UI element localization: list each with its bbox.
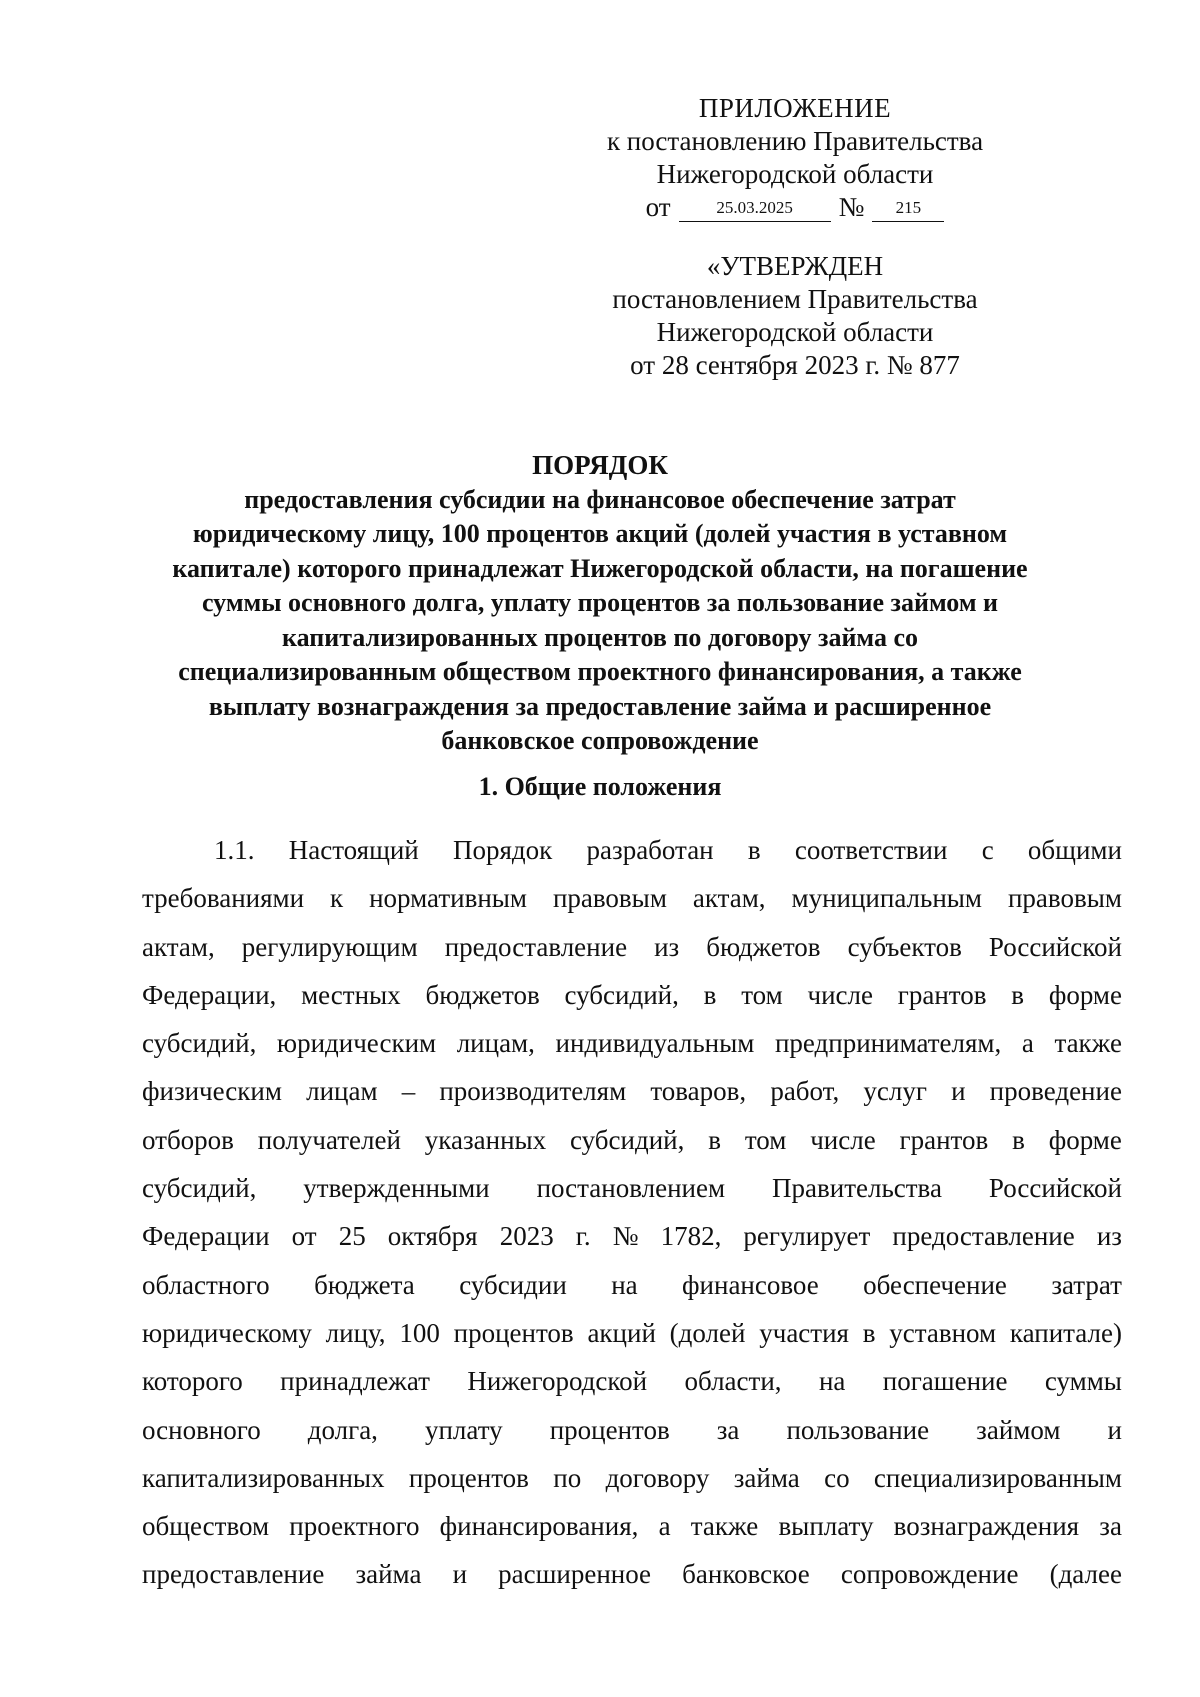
body-word: капитале) xyxy=(1009,1317,1122,1348)
section-heading: 1. Общие положения xyxy=(478,772,722,801)
document-title-block xyxy=(130,448,1070,759)
body-word: утвержденными xyxy=(303,1173,490,1204)
subtitle-line: выплату вознаграждения за предоставление займа и расширенное xyxy=(208,691,992,721)
body-word: регулирующим xyxy=(241,931,418,962)
body-word: предоставление xyxy=(444,931,628,962)
body-word: форме xyxy=(1048,1124,1122,1155)
body-line xyxy=(142,923,1122,971)
body-word: требованиями xyxy=(142,883,305,914)
body-word: юридическому xyxy=(142,1317,312,1348)
body-word: товаров, xyxy=(650,1076,747,1107)
body-word: к xyxy=(330,883,344,914)
number-field: 215 xyxy=(872,197,944,222)
body-word: в xyxy=(708,1124,721,1155)
body-word: процентов xyxy=(453,1317,574,1348)
body-word: за xyxy=(1099,1511,1122,1542)
approved-resolution-line: постановлением Правительства xyxy=(612,284,978,314)
body-word: предоставление xyxy=(892,1221,1075,1252)
body-word: из xyxy=(654,931,680,962)
body-line xyxy=(142,1502,1122,1550)
body-word: правовым xyxy=(1007,883,1122,914)
body-word: индивидуальным xyxy=(555,1028,755,1059)
body-word: предоставление xyxy=(142,1559,325,1590)
body-word: физическим xyxy=(142,1076,282,1107)
body-word: а xyxy=(1021,1028,1034,1059)
body-word: Российской xyxy=(988,931,1122,962)
body-line xyxy=(142,1067,1122,1115)
body-word: расширенное xyxy=(498,1559,652,1590)
body-word: октября xyxy=(387,1221,478,1252)
body-word: в xyxy=(1012,1124,1025,1155)
body-word: г. xyxy=(575,1221,591,1252)
body-word: Настоящий xyxy=(288,835,419,865)
body-word: лицу, xyxy=(325,1317,386,1348)
body-word: грантов xyxy=(899,1124,989,1155)
subtitle-line: капитализированных процентов по договору займа со xyxy=(281,622,919,652)
body-word: отборов xyxy=(142,1124,234,1155)
body-word: том xyxy=(741,979,783,1010)
body-word: принадлежат xyxy=(280,1366,430,1397)
appendix-title: ПРИЛОЖЕНИЕ xyxy=(698,93,892,123)
approved-title: «УТВЕРЖДЕН xyxy=(706,251,884,281)
body-word: 2023 xyxy=(499,1221,554,1252)
body-word: в xyxy=(747,835,761,865)
body-word: правовым xyxy=(552,883,667,914)
body-line xyxy=(142,1116,1122,1164)
body-word: местных xyxy=(301,979,401,1010)
body-word: субсидий, xyxy=(564,979,679,1010)
body-word: пользование xyxy=(786,1414,930,1445)
body-word: и xyxy=(1107,1414,1122,1445)
body-word: займом xyxy=(976,1414,1061,1445)
body-word: субъектов xyxy=(847,931,962,962)
body-word: актам, xyxy=(142,931,215,962)
body-word: с xyxy=(981,835,994,865)
body-word: грантов xyxy=(897,979,987,1010)
body-word: разработан xyxy=(586,835,714,865)
body-word: бюджетов xyxy=(425,979,540,1010)
body-word: специализированным xyxy=(873,1462,1122,1493)
body-word: на xyxy=(611,1269,638,1300)
body-word: Правительства xyxy=(772,1173,942,1204)
body-word: лицам, xyxy=(456,1028,535,1059)
body-paragraph xyxy=(142,826,1122,1599)
body-word: финансовое xyxy=(682,1269,819,1300)
body-word: услуг xyxy=(863,1076,927,1107)
body-word: финансирования, xyxy=(439,1511,639,1542)
appendix-block xyxy=(560,92,1030,224)
approved-region-line: Нижегородской области xyxy=(656,317,934,347)
body-word: также xyxy=(690,1511,759,1542)
body-word: обеспечение xyxy=(863,1269,1007,1300)
subtitle-line: банковское сопровождение xyxy=(441,726,759,755)
body-word: числе xyxy=(807,979,873,1010)
body-line xyxy=(142,1164,1122,1212)
appendix-date-line xyxy=(560,191,1030,224)
body-word: работ, xyxy=(770,1076,840,1107)
body-word: из xyxy=(1096,1221,1122,1252)
document-subtitle xyxy=(130,483,1070,759)
body-line xyxy=(142,1309,1122,1357)
body-word: Российской xyxy=(988,1173,1122,1204)
approved-date-line: от 28 сентября 2023 г. № 877 xyxy=(630,350,960,380)
body-word: Федерации xyxy=(142,1221,270,1252)
body-word: погашение xyxy=(882,1366,1008,1397)
body-word: соответствии xyxy=(794,835,948,865)
body-word: (долей xyxy=(669,1317,746,1348)
body-word: субсидий, xyxy=(142,1028,257,1059)
body-word: Федерации, xyxy=(142,979,277,1010)
body-word: субсидий, xyxy=(570,1124,685,1155)
body-word: сопровождение xyxy=(840,1559,1019,1590)
body-word: нормативным xyxy=(369,883,527,914)
body-word: вознаграждения xyxy=(893,1511,1080,1542)
body-word: общими xyxy=(1027,835,1122,865)
body-word: на xyxy=(818,1366,846,1397)
body-word: банковское xyxy=(682,1559,810,1590)
body-word: в xyxy=(862,1317,876,1348)
body-word: указанных xyxy=(424,1124,547,1155)
body-word: уплату xyxy=(424,1414,503,1445)
body-word: (далее xyxy=(1049,1559,1122,1590)
body-word: предпринимателям, xyxy=(774,1028,1002,1059)
body-word: проведение xyxy=(989,1076,1122,1107)
body-word: займа xyxy=(733,1462,800,1493)
approved-block xyxy=(560,250,1030,382)
body-word: – xyxy=(401,1076,416,1107)
subtitle-line: юридическому лицу, 100 процентов акций (долей участия в уставном xyxy=(192,519,1008,548)
body-word: займа xyxy=(355,1559,422,1590)
body-word: суммы xyxy=(1044,1366,1122,1397)
body-word: договору xyxy=(605,1462,710,1493)
body-word: от xyxy=(291,1221,317,1252)
body-line xyxy=(142,1261,1122,1309)
body-line xyxy=(142,1212,1122,1260)
body-word: юридическим xyxy=(276,1028,437,1059)
body-word: основного xyxy=(142,1414,261,1445)
body-word: 1782, xyxy=(660,1221,722,1252)
body-word: уставном xyxy=(889,1317,997,1348)
body-word: получателей xyxy=(257,1124,401,1155)
body-word: которого xyxy=(142,1366,243,1397)
body-line xyxy=(142,1550,1122,1598)
body-word: капитализированных xyxy=(142,1462,385,1493)
body-line xyxy=(142,1019,1122,1067)
body-word: также xyxy=(1054,1028,1122,1059)
body-word: процентов xyxy=(408,1462,529,1493)
body-word: субсидий, xyxy=(142,1173,257,1204)
appendix-region-line: Нижегородской области xyxy=(656,159,934,189)
body-word: в xyxy=(703,979,717,1010)
body-word: субсидии xyxy=(459,1269,567,1300)
document-heading: ПОРЯДОК xyxy=(532,450,668,480)
body-word: проектного xyxy=(289,1511,420,1542)
body-word: 25 xyxy=(338,1221,366,1252)
body-word: по xyxy=(553,1462,582,1493)
body-word: числе xyxy=(810,1124,876,1155)
appendix-reference-line: к постановлению Правительства xyxy=(606,126,984,156)
body-word: акций xyxy=(587,1317,656,1348)
body-word: области, xyxy=(684,1366,782,1397)
body-word: муниципальным xyxy=(791,883,983,914)
body-word: и xyxy=(951,1076,966,1107)
subtitle-line: капитале) которого принадлежат Нижегородской области, на погашение xyxy=(172,553,1028,583)
date-field: 25.03.2025 xyxy=(679,197,831,222)
body-word: постановлением xyxy=(536,1173,726,1204)
body-line xyxy=(142,1454,1122,1502)
date-prefix: от xyxy=(645,192,671,222)
body-word: форме xyxy=(1048,979,1122,1010)
body-word: бюджета xyxy=(314,1269,415,1300)
body-word: производителям xyxy=(439,1076,627,1107)
body-word: 100 xyxy=(399,1317,440,1348)
body-word: Порядок xyxy=(453,835,553,865)
body-word: Нижегородской xyxy=(467,1366,648,1397)
number-sign: № xyxy=(838,192,865,222)
body-line xyxy=(142,971,1122,1019)
body-word: бюджетов xyxy=(706,931,821,962)
body-word: и xyxy=(452,1559,468,1590)
body-word: 1.1. xyxy=(214,835,255,865)
body-word: затрат xyxy=(1051,1269,1122,1300)
body-word: а xyxy=(658,1511,671,1542)
body-word: регулирует xyxy=(743,1221,871,1252)
body-line xyxy=(142,1357,1122,1405)
body-word: в xyxy=(1011,979,1025,1010)
body-word: обществом xyxy=(142,1511,270,1542)
body-word: выплату xyxy=(778,1511,874,1542)
subtitle-line: предоставления субсидии на финансовое обеспечение затрат xyxy=(244,484,956,514)
body-word: со xyxy=(824,1462,850,1493)
body-word: за xyxy=(716,1414,740,1445)
body-word: областного xyxy=(142,1269,270,1300)
body-word: участия xyxy=(759,1317,849,1348)
body-line xyxy=(142,826,1122,874)
body-word: долга, xyxy=(307,1414,378,1445)
body-line xyxy=(142,874,1122,922)
body-line xyxy=(142,1406,1122,1454)
subtitle-line: суммы основного долга, уплату процентов за пользование займом и xyxy=(201,588,999,617)
body-word: лицам xyxy=(306,1076,378,1107)
body-word: актам, xyxy=(692,883,766,914)
body-word: том xyxy=(744,1124,787,1155)
body-word: № xyxy=(612,1221,639,1252)
body-word: процентов xyxy=(549,1414,670,1445)
subtitle-line: специализированным обществом проектного финансирования, а также xyxy=(178,657,1022,686)
